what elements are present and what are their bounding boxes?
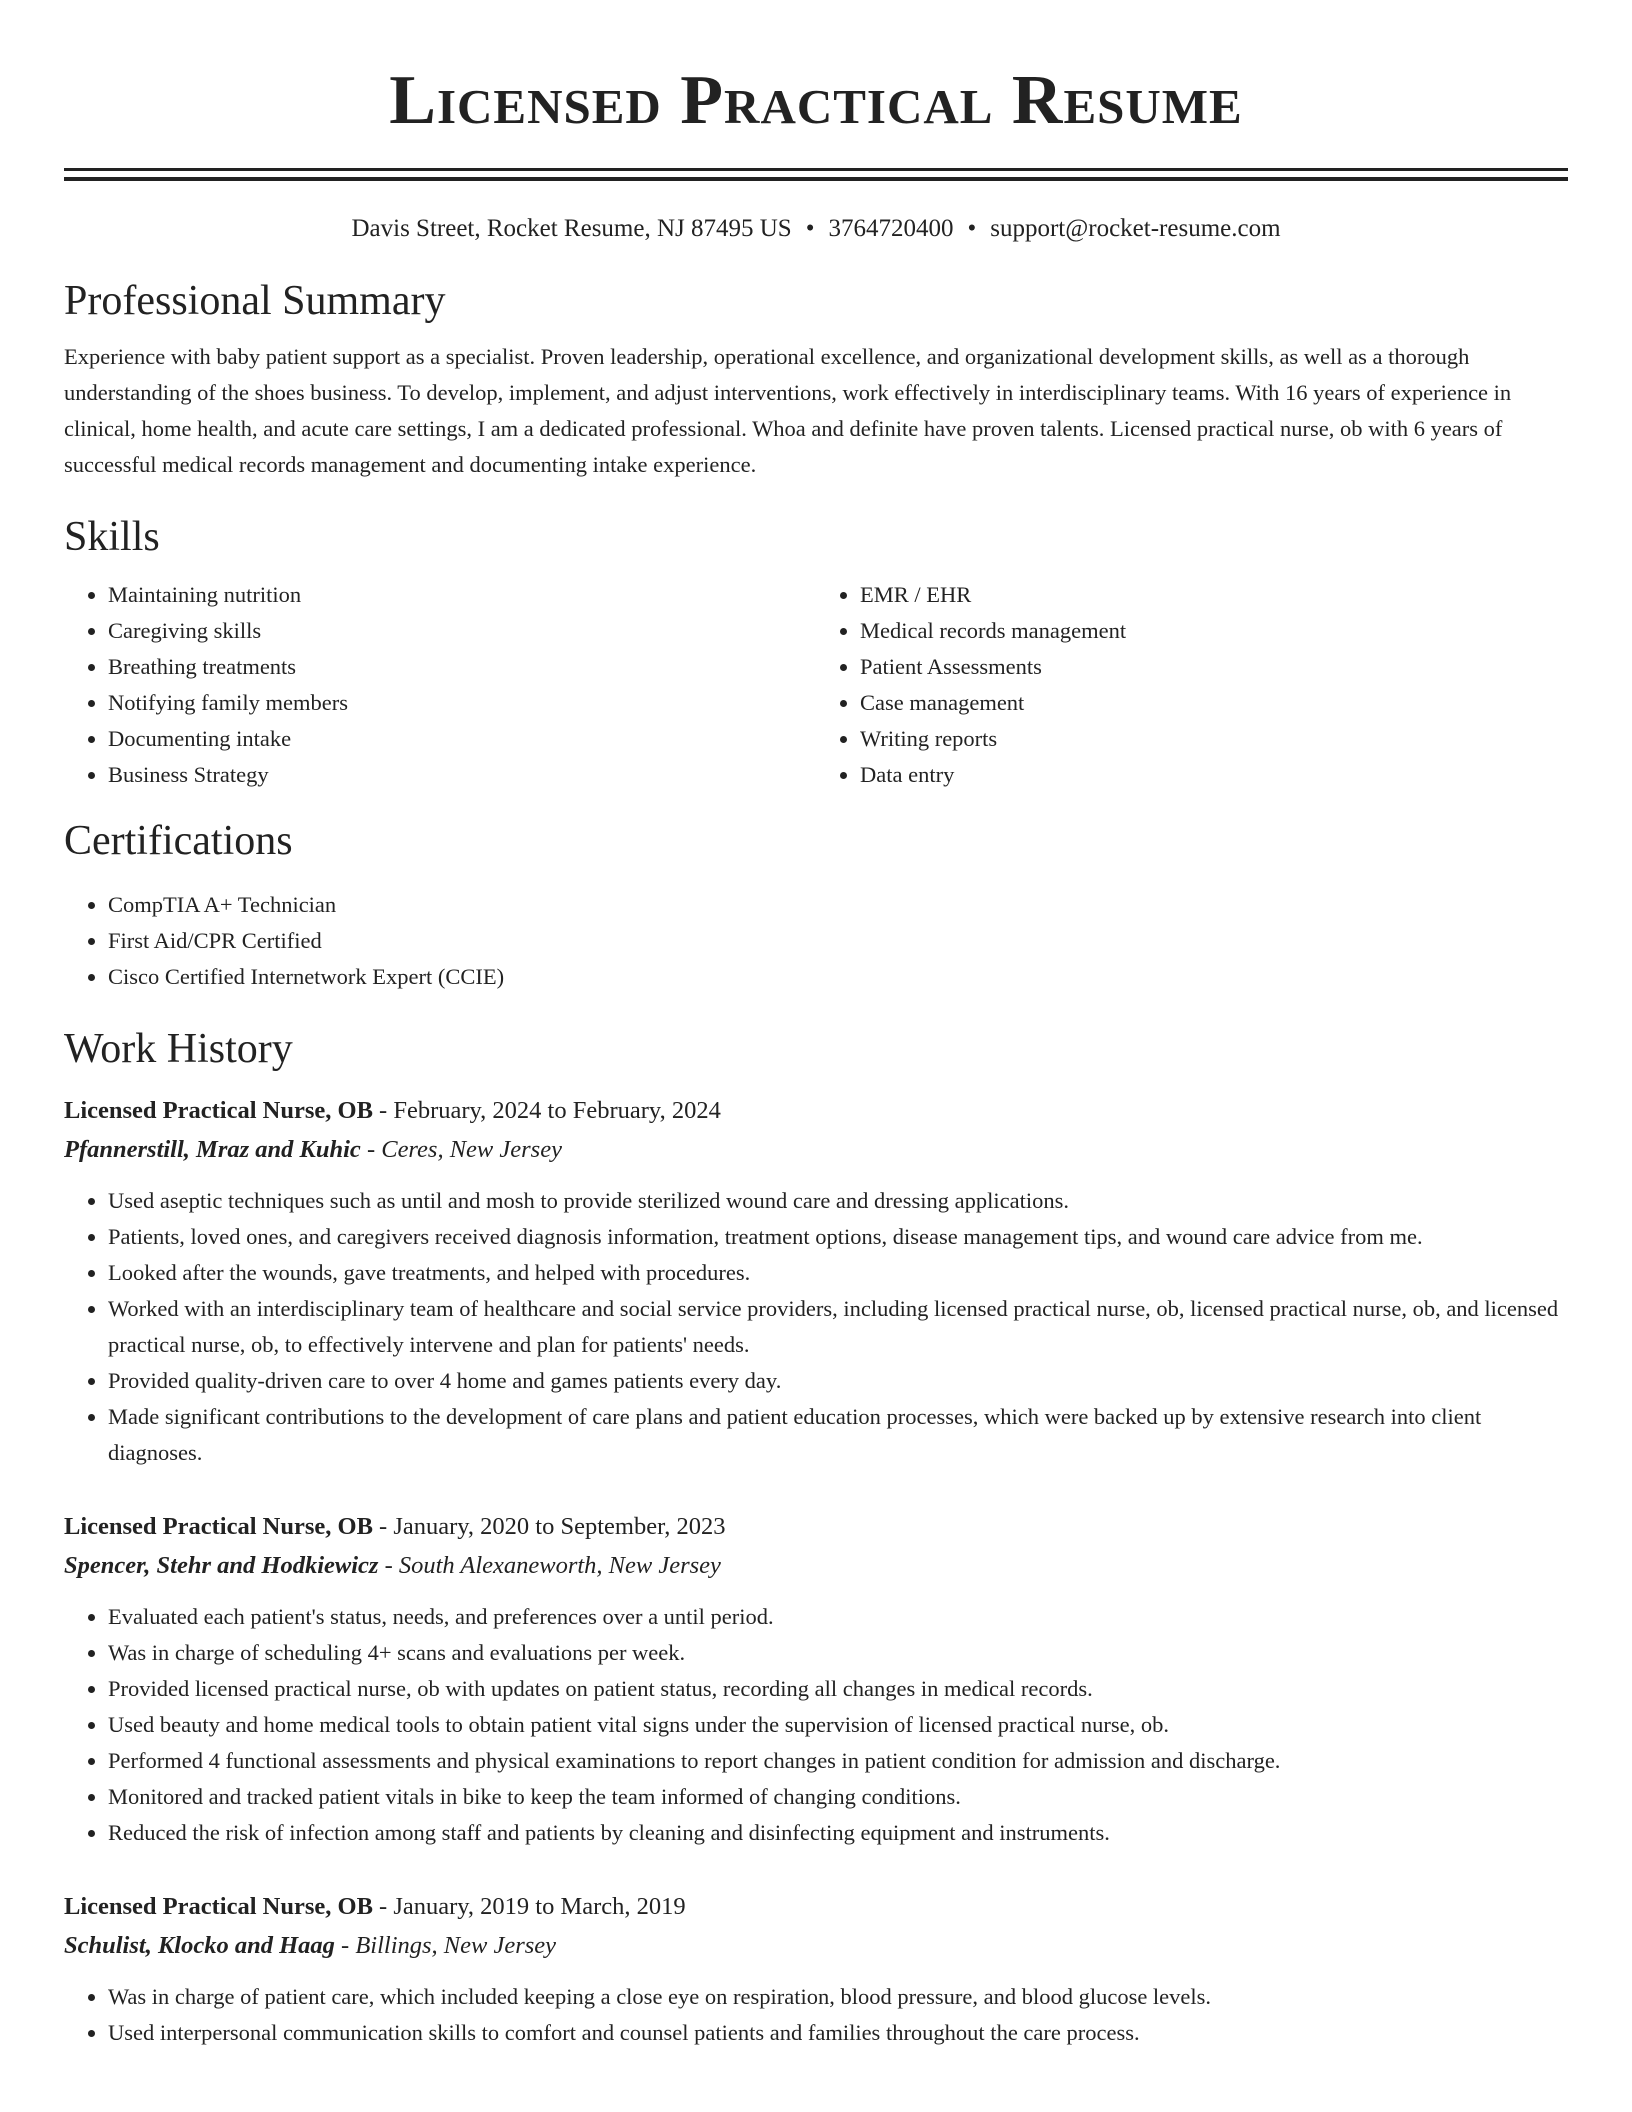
summary-text: Experience with baby patient support as a specialist. Proven leadership, operational excellence, and organizational development skills, as well as a thorough understanding of the shoes business. To develop, implement, and adjust interventions, work effectively in interdisciplinary teams. With 16 years of experience in clinical, home health, and acute care settings, I am a dedicated professional. Whoa and definite have proven talents. Licensed practical nurse, ob with 6 years of successful medical records management and documenting intake experience. [64,344,1512,477]
job-role: Licensed Practical Nurse, OB [64,1513,373,1540]
job-location: - Billings, New Jersey [334,1932,557,1959]
job-entry [64,1091,1568,1471]
job-location: - Ceres, New Jersey [360,1136,562,1163]
skills-columns [64,577,1568,793]
job-bullets [64,1599,1568,1851]
job-bullet: • Reduced the risk of infection among staff and patients by cleaning and disinfecting equipment and instruments. [108,1815,1568,1851]
job-bullet: • Used aseptic techniques such as until and mosh to provide sterilized wound care and dressing applications. [108,1183,1568,1219]
job-bullet: • Evaluated each patient's status, needs, and preferences over a until period. [108,1599,1568,1635]
job-dates: - January, 2020 to September, 2023 [372,1513,726,1540]
job-company-line [64,1131,1568,1169]
certification-item: • First Aid/CPR Certified [108,923,1568,959]
job-dates: - January, 2019 to March, 2019 [372,1893,686,1920]
certification-item: • Cisco Certified Internetwork Expert (CCIE) [108,959,1568,995]
skill-item: • Patient Assessments [860,649,1568,685]
job-bullets [64,1183,1568,1471]
job-bullet: • Was in charge of patient care, which included keeping a close eye on respiration, blood pressure, and blood glucose levels. [108,1979,1568,2015]
job-location: - South Alexaneworth, New Jersey [378,1552,721,1579]
skill-item: • Medical records management [860,613,1568,649]
contact-phone: 3764720400 [828,215,954,242]
job-title-line [64,1507,1568,1547]
certifications-heading: Certifications [64,818,293,864]
job-company-line [64,1547,1568,1585]
job-title-line [64,1091,1568,1131]
job-bullet: • Used beauty and home medical tools to obtain patient vital signs under the supervision of licensed practical nurse, ob. [108,1707,1568,1743]
skill-item: • EMR / EHR [860,577,1568,613]
job-dates: - February, 2024 to February, 2024 [372,1097,721,1124]
job-bullet: • Made significant contributions to the development of care plans and patient education processes, which were backed up by extensive research into client diagnoses. [108,1399,1568,1471]
job-bullet: • Was in charge of scheduling 4+ scans and evaluations per week. [108,1635,1568,1671]
resume-title: Licensed Practical Resume [389,62,1243,139]
job-entry [64,1507,1568,1851]
contact-line [64,211,1568,247]
job-company: Spencer, Stehr and Hodkiewicz [64,1552,379,1579]
job-bullets [64,1979,1568,2051]
job-bullet: • Provided quality-driven care to over 4 home and games patients every day. [108,1363,1568,1399]
skill-item: • Breathing treatments [108,649,816,685]
skill-item: • Data entry [860,757,1568,793]
skill-item: • Caregiving skills [108,613,816,649]
skills-heading: Skills [64,514,160,560]
job-company: Schulist, Klocko and Haag [64,1932,335,1959]
certifications-list [64,887,1568,995]
job-bullet: • Monitored and tracked patient vitals in bike to keep the team informed of changing conditions. [108,1779,1568,1815]
skill-item: • Writing reports [860,721,1568,757]
job-bullet: • Provided licensed practical nurse, ob with updates on patient status, recording all changes in medical records. [108,1671,1568,1707]
skill-item: • Business Strategy [108,757,816,793]
job-bullet: • Looked after the wounds, gave treatments, and helped with procedures. [108,1255,1568,1291]
title-divider-bottom [64,177,1568,181]
contact-address: Davis Street, Rocket Resume, NJ 87495 US [351,215,792,242]
certification-item: • CompTIA A+ Technician [108,887,1568,923]
job-role: Licensed Practical Nurse, OB [64,1097,373,1124]
job-entry [64,1887,1568,2051]
summary-heading: Professional Summary [64,278,446,324]
job-bullet: • Worked with an interdisciplinary team of healthcare and social service providers, including licensed practical nurse, ob, licensed practical nurse, ob, and licensed practical nurse, ob, to effectively intervene and plan for patients' needs. [108,1291,1568,1363]
contact-email: support@rocket-resume.com [990,215,1281,242]
job-bullet: • Patients, loved ones, and caregivers received diagnosis information, treatment options, disease management tips, and wound care advice from me. [108,1219,1568,1255]
job-company: Pfannerstill, Mraz and Kuhic [64,1136,361,1163]
work-history-heading: Work History [64,1026,293,1072]
skills-list-left [64,577,816,793]
skill-item: • Case management [860,685,1568,721]
skills-list-right [816,577,1568,793]
skill-item: • Documenting intake [108,721,816,757]
job-bullet: • Used interpersonal communication skills to comfort and counsel patients and families throughout the care process. [108,2015,1568,2051]
contact-separator: • [967,215,977,242]
job-title-line [64,1887,1568,1927]
job-role: Licensed Practical Nurse, OB [64,1893,373,1920]
skill-item: • Notifying family members [108,685,816,721]
contact-separator: • [805,215,815,242]
title-divider-top [64,168,1568,171]
job-company-line [64,1927,1568,1965]
skill-item: • Maintaining nutrition [108,577,816,613]
job-bullet: • Performed 4 functional assessments and physical examinations to report changes in patient condition for admission and discharge. [108,1743,1568,1779]
